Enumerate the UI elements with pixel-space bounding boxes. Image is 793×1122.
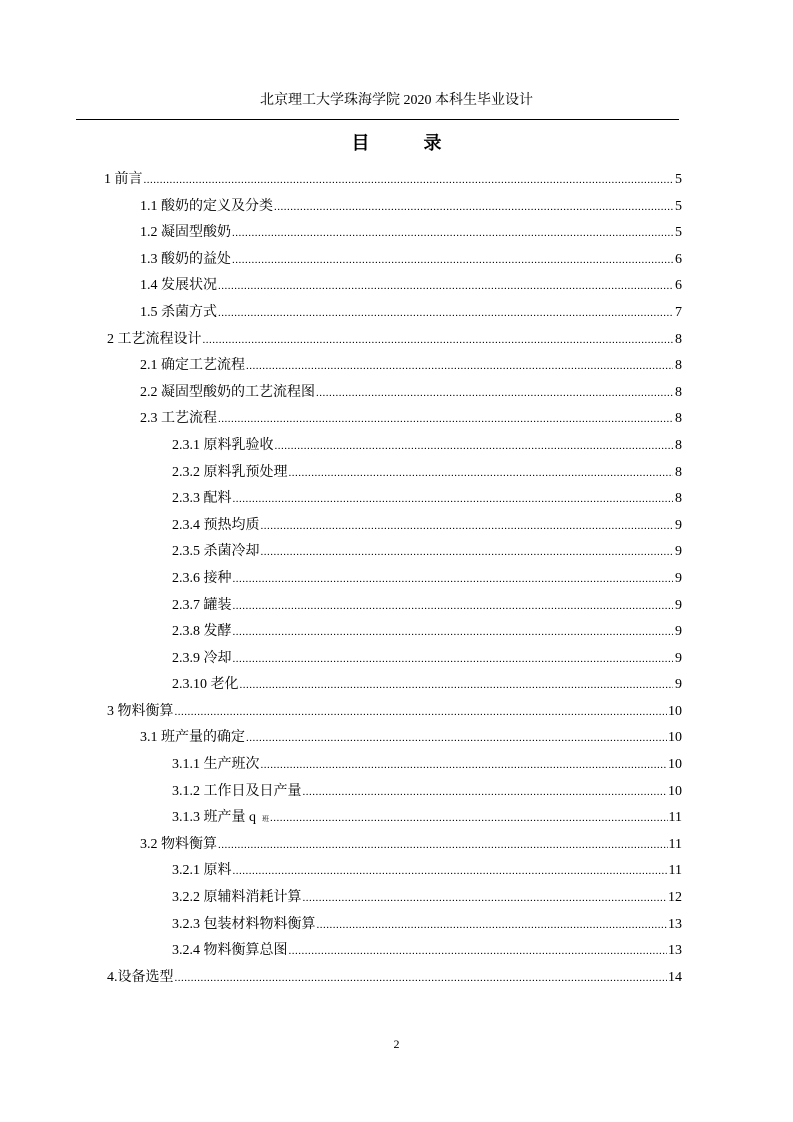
toc-entry[interactable] xyxy=(104,699,682,726)
toc-entry-page: 9 xyxy=(675,677,682,693)
toc-entry-label: 1.4 发展状况 xyxy=(140,278,217,294)
toc-entry-page: 11 xyxy=(668,836,682,852)
dot-leader xyxy=(233,566,674,592)
dot-leader xyxy=(218,406,673,432)
toc-entry-page: 13 xyxy=(668,916,682,932)
dot-leader xyxy=(275,433,674,459)
toc-entry-label: 1 前言 xyxy=(104,172,143,187)
toc-entry-label: 2.3 工艺流程 xyxy=(140,411,217,427)
toc-entry-page: 11 xyxy=(668,863,682,879)
dot-leader xyxy=(203,327,674,353)
toc-entry-page: 5 xyxy=(675,225,682,241)
toc-entry[interactable] xyxy=(104,885,682,912)
toc-entry[interactable] xyxy=(104,433,682,460)
toc-entry-page: 9 xyxy=(675,517,682,533)
toc-entry[interactable] xyxy=(104,327,682,354)
toc-entry-label: 3.2.1 原料 xyxy=(172,863,232,879)
toc-entry-label: 2.3.2 原料乳预处理 xyxy=(172,464,288,480)
toc-entry-label: 2.3.7 罐装 xyxy=(172,597,232,613)
toc-entry-label: 2.2 凝固型酸奶的工艺流程图 xyxy=(140,384,315,400)
toc-entry-page: 10 xyxy=(668,757,682,773)
toc-entry[interactable] xyxy=(104,646,682,673)
dot-leader xyxy=(246,725,667,751)
toc-entry-label: 3.2.2 原辅料消耗计算 xyxy=(172,890,302,906)
toc-entry-label: 2 工艺流程设计 xyxy=(107,331,202,347)
dot-leader xyxy=(270,805,668,831)
toc-entry-page: 11 xyxy=(668,810,682,826)
toc-entry-label: 2.3.4 预热均质 xyxy=(172,517,260,533)
toc-entry-label: 1.5 杀菌方式 xyxy=(140,304,217,320)
toc-entry-page: 8 xyxy=(675,411,682,427)
toc-entry[interactable] xyxy=(104,353,682,380)
toc-entry-page: 10 xyxy=(668,730,682,746)
toc-entry[interactable] xyxy=(104,220,682,247)
toc-entry-label: 2.3.10 老化 xyxy=(172,677,239,693)
toc-entry-label: 1.1 酸奶的定义及分类 xyxy=(140,198,273,214)
toc-entry[interactable] xyxy=(104,593,682,620)
toc-entry-label: 3 物料衡算 xyxy=(107,703,174,719)
dot-leader xyxy=(274,194,673,220)
toc-entry-page: 10 xyxy=(668,783,682,799)
toc-entry[interactable] xyxy=(104,672,682,699)
dot-leader xyxy=(233,593,674,619)
toc-entry-page: 13 xyxy=(668,943,682,959)
dot-leader xyxy=(218,273,673,299)
toc-entry-page: 8 xyxy=(675,384,682,400)
toc-entry-label: 1.3 酸奶的益处 xyxy=(140,251,231,267)
toc-entry-page: 8 xyxy=(675,331,682,347)
dot-leader xyxy=(233,619,674,645)
toc-entry[interactable] xyxy=(104,539,682,566)
dot-leader xyxy=(233,486,674,512)
toc-entry[interactable] xyxy=(104,194,682,221)
toc-entry[interactable] xyxy=(104,486,682,513)
toc-title: 目 录 xyxy=(351,133,460,153)
toc-entry-page: 5 xyxy=(675,198,682,214)
toc-entry-label: 2.3.1 原料乳验收 xyxy=(172,437,274,453)
dot-leader xyxy=(261,513,674,539)
dot-leader xyxy=(175,965,668,991)
dot-leader xyxy=(232,247,673,273)
toc-entry-page: 9 xyxy=(675,624,682,640)
dot-leader xyxy=(317,912,668,938)
toc-entry[interactable] xyxy=(104,513,682,540)
page-number: 2 xyxy=(393,1037,400,1051)
dot-leader xyxy=(261,539,674,565)
dot-leader xyxy=(240,672,674,698)
toc-entry-label: 3.1.2 工作日及日产量 xyxy=(172,783,302,799)
toc-entry-label: 3.1.3 班产量 q xyxy=(172,810,256,826)
toc-entry[interactable] xyxy=(104,805,682,832)
toc-entry-label: 3.1 班产量的确定 xyxy=(140,730,245,746)
dot-leader xyxy=(233,858,668,884)
toc-entry-page: 12 xyxy=(668,890,682,906)
dot-leader xyxy=(218,832,668,858)
toc-entry-page: 5 xyxy=(675,172,682,187)
toc-entry[interactable] xyxy=(104,300,682,327)
toc-entry[interactable] xyxy=(104,273,682,300)
toc-entry[interactable] xyxy=(104,380,682,407)
toc-entry-page: 8 xyxy=(675,491,682,507)
toc-entry-page: 9 xyxy=(675,544,682,560)
dot-leader xyxy=(289,938,668,964)
toc-entry-label: 2.3.8 发酵 xyxy=(172,624,232,640)
dot-leader xyxy=(246,353,673,379)
toc-entry[interactable] xyxy=(104,406,682,433)
toc-entry-label: 2.1 确定工艺流程 xyxy=(140,358,245,374)
toc-entry[interactable] xyxy=(104,247,682,274)
table-of-contents xyxy=(104,167,682,991)
toc-entry-label: 3.2 物料衡算 xyxy=(140,836,217,852)
toc-entry-label: 3.2.3 包装材料物料衡算 xyxy=(172,916,316,932)
toc-entry-page: 10 xyxy=(668,703,682,719)
dot-leader xyxy=(261,752,668,778)
toc-entry[interactable] xyxy=(104,167,682,194)
toc-entry[interactable] xyxy=(104,858,682,885)
toc-entry-label: 2.3.6 接种 xyxy=(172,570,232,586)
toc-entry[interactable] xyxy=(104,566,682,593)
page-header: 北京理工大学珠海学院 2020 本科生毕业设计 xyxy=(260,93,533,108)
toc-entry-label: 1.2 凝固型酸奶 xyxy=(140,225,231,241)
toc-entry[interactable] xyxy=(104,460,682,487)
dot-leader xyxy=(316,380,673,406)
toc-entry-page: 14 xyxy=(668,969,682,985)
toc-entry[interactable] xyxy=(104,779,682,806)
toc-entry[interactable] xyxy=(104,619,682,646)
dot-leader xyxy=(233,646,674,672)
dot-leader xyxy=(303,779,668,805)
dot-leader xyxy=(218,300,673,326)
toc-entry-page: 9 xyxy=(675,597,682,613)
toc-entry-subscript: 班 xyxy=(262,815,269,824)
toc-entry-label: 3.2.4 物料衡算总图 xyxy=(172,943,288,959)
toc-entry[interactable] xyxy=(104,965,682,992)
toc-entry-page: 9 xyxy=(675,650,682,666)
dot-leader xyxy=(175,699,668,725)
toc-entry-label: 2.3.9 冷却 xyxy=(172,650,232,666)
toc-entry[interactable] xyxy=(104,752,682,779)
toc-entry-page: 6 xyxy=(675,251,682,267)
toc-entry-page: 6 xyxy=(675,278,682,294)
dot-leader xyxy=(303,885,668,911)
toc-entry-page: 8 xyxy=(675,464,682,480)
toc-entry[interactable] xyxy=(104,832,682,859)
dot-leader xyxy=(144,167,674,193)
header-divider xyxy=(76,119,679,120)
toc-entry-label: 3.1.1 生产班次 xyxy=(172,757,260,773)
toc-entry-label: 4.设备选型 xyxy=(107,969,174,985)
dot-leader xyxy=(232,220,673,246)
toc-entry-page: 7 xyxy=(675,304,682,320)
dot-leader xyxy=(289,460,674,486)
toc-entry-page: 8 xyxy=(675,437,682,453)
toc-entry-page: 8 xyxy=(675,358,682,374)
toc-entry[interactable] xyxy=(104,938,682,965)
toc-entry-label: 2.3.5 杀菌冷却 xyxy=(172,544,260,560)
toc-entry-page: 9 xyxy=(675,570,682,586)
toc-entry[interactable] xyxy=(104,725,682,752)
toc-entry[interactable] xyxy=(104,912,682,939)
toc-entry-label: 2.3.3 配料 xyxy=(172,491,232,507)
